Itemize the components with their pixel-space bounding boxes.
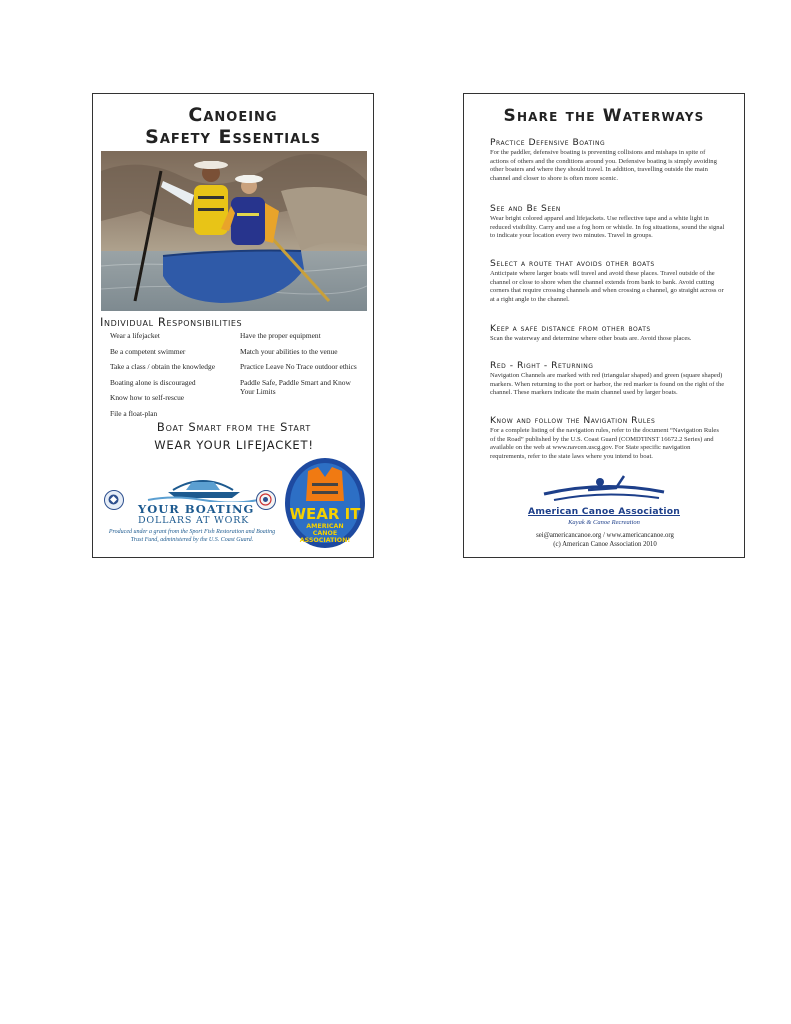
wear-it-org: AMERICAN CANOE ASSOCIATION!: [299, 523, 351, 544]
org-name: American Canoe Association: [528, 506, 680, 517]
list-item: Match your abilities to the venue: [240, 346, 338, 356]
share-waterways-card: [463, 93, 745, 558]
dhs-seal-icon: [104, 490, 124, 510]
canoe-photo: [101, 151, 367, 311]
section-heading: See and Be Seen: [490, 203, 561, 214]
coast-guard-seal-icon: [256, 490, 276, 510]
list-item: File a float-plan: [110, 408, 158, 418]
wear-it-badge: [284, 457, 366, 549]
section-defensive-boating: [490, 137, 725, 183]
list-item: Take a class / obtain the knowledge: [110, 362, 215, 371]
responsibilities-heading: Individual Responsibilities: [100, 315, 243, 329]
section-heading: Select a route that avoids other boats: [490, 258, 655, 269]
list-item: Wear a lifejacket: [110, 331, 160, 340]
section-heading: Practice Defensive Boating: [490, 137, 606, 148]
section-body: Wear bright colored apparel and lifejackets. Use reflective tape and a white light in reduced visibility. Carry and use a fog horn or whistle. In fog situations, sound the signal to indicate your location every two minutes. Travel in groups.: [490, 215, 725, 240]
logo-line-2: DOLLARS AT WORK: [138, 515, 250, 526]
title-line-2: Safety Essentials: [145, 126, 321, 148]
list-item: Boating alone is discouraged: [110, 377, 196, 387]
title-line-1: Canoeing: [188, 104, 278, 126]
section-body: For a complete listing of the navigation rules, refer to the document “Navigation Rules of the Road” published by the U.S. Coast Guard (COMDTINST 16672.2 Series) and available on the web at www.navcen.uscg.gov. For State specific navigation requirements, refer to the state laws where you intend to boat.: [490, 427, 719, 460]
section-heading: Know and follow the Navigation Rules: [490, 415, 656, 426]
section-body: Anticipate where larger boats will travel and avoid these places. Travel outside of the channel or close to shore when the channel extends from bank to bank. Avoid cutting corners that require crossing channels and when crossing a channel, go straight across or at a right angle to the channel.: [490, 270, 724, 303]
section-body: For the paddler, defensive boating is preventing collisions and mishaps in spite of actions of others and the conditions around you. Defensive boating is simply avoiding other boaters and where they should travel. In addition, travelling outside the main channel and closer to shore is often more scenic.: [490, 149, 717, 182]
sponsor-logos: [93, 462, 375, 558]
list-item: Be a competent swimmer: [110, 346, 186, 356]
section-see-be-seen: [490, 203, 725, 241]
wear-it-text: WEAR IT: [289, 505, 361, 523]
contact-line-1: sei@americancanoe.org / www.americancanoe.org: [536, 532, 674, 539]
section-safe-distance: [490, 323, 725, 344]
section-body: Navigation Channels are marked with red (triangular shaped) and green (square shaped) markers. When returning to the port or harbor, the red marker is found on the right of the channel. These markers indicate the main channel used by larger boats.: [490, 372, 725, 397]
responsibilities-list-right: [240, 331, 365, 402]
contact-info: [464, 531, 746, 549]
card-title: [93, 104, 373, 148]
list-item: Practice Leave No Trace outdoor ethics: [240, 362, 357, 371]
paddler-logo-icon: [524, 472, 684, 506]
section-heading: Red - Right - Returning: [490, 360, 594, 371]
logo-line-1: YOUR BOATING: [138, 502, 255, 516]
slogan-wear-lifejacket: WEAR YOUR LIFEJACKET!: [154, 438, 314, 452]
section-heading: Keep a safe distance from other boats: [490, 323, 651, 334]
copyright-line: (c) American Canoe Association 2010: [553, 541, 657, 548]
org-tagline: Kayak & Canoe Recreation: [568, 519, 640, 526]
list-item: Paddle Safe, Paddle Smart and Know Your Limits: [240, 377, 351, 396]
section-body: Scan the waterway and determine where other boats are. Avoid those places.: [490, 335, 692, 342]
list-item: Have the proper equipment: [240, 331, 321, 340]
section-select-route: [490, 258, 725, 304]
canoeing-safety-card: [92, 93, 374, 558]
section-navigation-rules: [490, 415, 725, 461]
section-red-right-returning: [490, 360, 725, 398]
grant-notice: Produced under a grant from the Sport Fish Restoration and Boating Trust Fund, administered by the U.S. Coast Guard.: [108, 529, 276, 543]
aca-logo: [524, 472, 684, 530]
responsibilities-list-left: [110, 331, 232, 424]
card-title: Share the Waterways: [503, 106, 705, 126]
slogan-boat-smart: Boat Smart from the Start: [156, 420, 312, 434]
list-item: Know how to self-rescue: [110, 393, 185, 402]
